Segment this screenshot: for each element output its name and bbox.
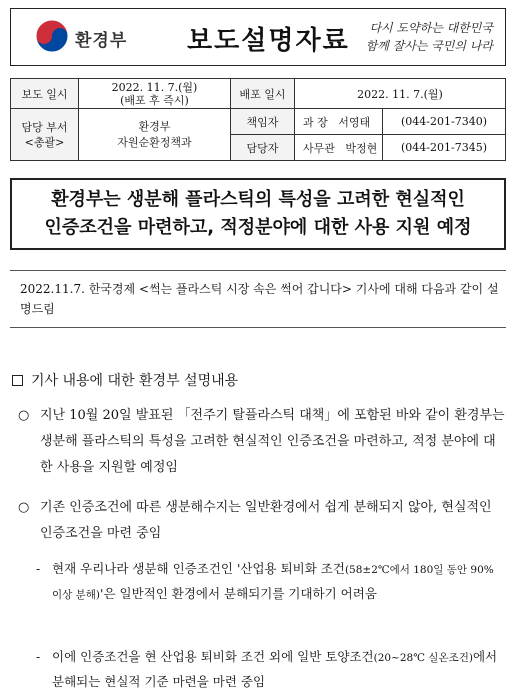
responsible-title: 과 장 <box>303 115 328 129</box>
dash-bullet: - <box>36 561 41 576</box>
detail-text <box>36 557 506 607</box>
release-info-table <box>10 78 506 161</box>
dash-bullet: - <box>36 649 41 664</box>
section-title: 기사 내용에 대한 환경부 설명내용 <box>31 373 239 389</box>
section-heading <box>12 370 506 390</box>
explanation-item <box>18 403 506 481</box>
document-type-title: 보도설명자료 <box>187 26 350 56</box>
taegeuk-icon <box>35 19 69 53</box>
explanation-item <box>18 495 506 547</box>
press-header <box>10 8 506 66</box>
detail-text-rest: '은 일반적인 환경에서 분해되기를 기대하기 어려움 <box>100 586 377 601</box>
detail-text-rest: 에서 분해되는 현실적 기준 마련을 마련 중임 <box>52 649 498 689</box>
release-note: (배포 후 즉시) <box>120 93 189 107</box>
distribution-date: 2022. 11. 7.(월) <box>295 79 506 109</box>
responsible-name: 서영태 <box>338 115 371 129</box>
circle-bullet-icon: ○ <box>18 408 30 423</box>
staff-name: 박정현 <box>345 141 378 155</box>
circle-bullet-icon: ○ <box>18 500 30 515</box>
staff-person <box>295 135 383 161</box>
dept-name-division: 자원순환정책과 <box>117 135 192 149</box>
slogan-line-1: 다시 도약하는 대한민국 <box>369 21 493 35</box>
article-reference: 2022.11.7. 한국경제 <썩는 플라스틱 시장 속은 썩어 갑니다> 기사에 대해 다음과 같이 설명드림 <box>10 270 506 328</box>
detail-item <box>36 557 506 607</box>
release-date: 2022. 11. 7.(월) <box>111 80 198 94</box>
headline-line-2: 인증조건을 마련하고, 적정분야에 대한 사용 지원 예정 <box>44 217 472 238</box>
explanation-text: 지난 10월 20일 발표된 「전주기 탈플라스틱 대책」에 포함된 바와 같이 환경부는 생분해 플라스틱의 특성을 고려한 현실적인 인증조건을 마련하고, 적정 분야에 대한 사용을 지원할 예정임 <box>40 408 505 475</box>
dept-label: 담당 부서 <box>21 120 68 134</box>
detail-text-condition: (58±2℃에서 180일 동안 90% 이상 분해) <box>52 564 494 601</box>
headline-line-1: 환경부는 생분해 플라스틱의 특성을 고려한 현실적인 <box>51 189 465 210</box>
dept-sub-label: <총괄> <box>24 135 65 149</box>
responsible-label: 책임자 <box>231 109 295 135</box>
detail-text-condition: (20~28℃ 실온조건) <box>373 652 473 664</box>
detail-text-main: 현재 우리나라 생분해 인증조건인 '산업용 퇴비화 조건 <box>52 561 345 576</box>
headline-box <box>10 178 506 250</box>
government-slogan <box>343 19 493 55</box>
ministry-name: 환경부 <box>75 31 128 51</box>
distribution-label: 배포 일시 <box>231 79 295 109</box>
detail-item <box>36 645 506 694</box>
release-datetime <box>79 79 231 109</box>
release-label: 보도 일시 <box>11 79 79 109</box>
dept-name-cell <box>79 109 231 161</box>
dept-label-cell <box>11 109 79 161</box>
ministry-logo <box>35 19 155 57</box>
responsible-phone: (044-201-7340) <box>383 109 506 135</box>
dept-name-ministry: 환경부 <box>138 119 171 133</box>
checkbox-square-icon <box>12 375 23 386</box>
staff-label: 담당자 <box>231 135 295 161</box>
staff-phone: (044-201-7345) <box>383 135 506 161</box>
responsible-person <box>295 109 383 135</box>
detail-text <box>36 645 506 694</box>
staff-title: 사무관 <box>303 141 335 155</box>
slogan-line-2: 함께 잘사는 국민의 나라 <box>365 39 493 53</box>
detail-text-main: 이에 인증조건을 현 산업용 퇴비화 조건 외에 일반 토양조건 <box>52 649 374 664</box>
explanation-text: 기존 인증조건에 따른 생분해수지는 일반환경에서 쉽게 분해되지 않아, 현실적인 인증조건을 마련 중임 <box>40 500 492 541</box>
